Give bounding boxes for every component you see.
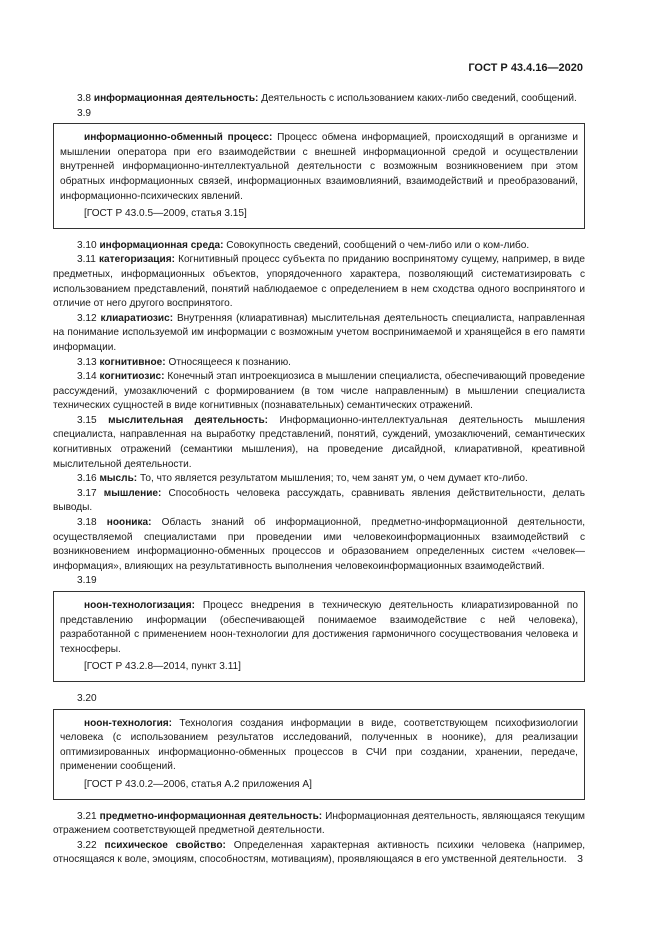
entry-number: 3.15 [77,414,97,426]
entry-number: 3.22 [77,839,97,851]
entry-number: 3.11 [77,254,96,266]
entry-definition: Способность человека рассуждать, сравнивать явления действительности, делать выводы. [53,487,585,514]
term-entry [53,839,585,868]
entry-number: 3.8 [77,93,92,104]
entry-term: психическое свойство: [104,839,226,851]
entry-term: когнитивное: [99,356,166,368]
entry-definition: Область знаний об информационной, предметно-информационной деятельности, осуществляемой специалистами при проведении ими человекоинформационных взаимодействий с возникновением информационно-обменных процессов и образованием определенных систем «человек—информация», влияющих на результативность выполнения человекоинформационных взаимодействий. [53,517,586,572]
term-entry [53,810,585,839]
entry-number: 3.20 [77,692,97,704]
entry-definition: Конечный этап интроекциозиса в мышлении специалиста, обеспечивающий проведение рассуждений, умозаключений с формированием (в том числе направленным) в мышлении специалиста технических сущностей в виде когнитивных (познавательных) семантических отражений. [53,371,586,412]
term-entry [53,516,585,574]
entry-number: 3.16 [77,473,97,485]
term-entry [53,312,585,356]
entry-definition: То, что является результатом мышления; то, чем занят ум, о чем думает кто-либо. [139,473,528,485]
source-reference: [ГОСТ Р 43.2.8—2014, пункт 3.11] [84,661,241,673]
entry-definition: Деятельность с использованием каких-либо сведений, сообщений. [261,93,577,104]
term-entry [53,487,585,516]
term-entry [53,370,585,414]
term-entry [60,599,578,657]
quoted-definition-box [53,123,585,229]
document-header: ГОСТ Р 43.4.16—2020 [468,62,583,74]
term-entry [60,131,578,204]
term-entry [53,239,585,254]
entry-term: нооника: [106,517,152,529]
term-entry [53,92,585,107]
term-entry [53,472,585,487]
document-body [53,92,585,868]
entry-definition: Когнитивный процесс субъекта по приданию воспринятому сущему, например, в виде предметных, информационных объектов, упорядоченного характера, позволяющий систематизировать с использованием представлений, понятий наблюдаемое с определением в нем сходства одного воспринятого и отличие от него другого воспринятого. [53,254,585,310]
quoted-definition-box [53,591,585,682]
entry-term: мышление: [103,487,162,499]
entry-term: когнитиозис: [99,371,165,383]
entry-term: мыслительная деятельность: [108,414,269,426]
entry-term: информационно-обменный процесс: [84,132,273,144]
entry-number: 3.21 [77,810,97,822]
entry-number: 3.13 [77,356,97,368]
entry-definition: Информационная деятельность, являющаяся текущим отражением соответствующей предметной деятельности. [53,810,585,837]
entry-definition: Совокупность сведений, сообщений о чем-либо или о ком-либо. [226,239,530,251]
entry-number: 3.14 [77,371,97,383]
entry-definition: Информационно-интеллектуальная деятельность мышления специалиста, направленная на выработку представлений, понятий, суждений, умозаключений, семантических когнитивных отражений (семантики мышления), на проведение дисайдной, клиаративной, креативной мыслительной деятельности. [53,414,586,470]
source-reference: [ГОСТ Р 43.0.5—2009, статья 3.15] [84,208,247,220]
quoted-definition-box [53,709,585,800]
entry-term: ноон-технология: [84,717,173,729]
entry-definition: Процесс внедрения в техническую деятельность клиаратизированной по представлению информации (обеспечивающей понимаемое взаимодействие с ней человека), разработанной с применением ноон-технологии для достижения гармоничного сосуществования человека и техносферы. [60,600,578,655]
entry-number: 3.19 [77,575,97,587]
entry-term: ноон-технологизация: [84,600,195,611]
entry-number: 3.17 [77,487,97,499]
entry-term: информационная среда: [99,239,224,251]
term-entry [53,253,585,311]
entry-definition: Относящееся к познанию. [168,356,291,368]
entry-term: предметно-информационная деятельность: [99,810,323,822]
entry-number: 3.10 [77,239,97,251]
entry-definition: Определенная характерная активность психики человека (например, относящаяся к воле, эмоциям, способностям, мотивациям), проявляющаяся в его умственной деятельности. [53,839,586,866]
term-entry [53,356,585,371]
page-number: 3 [577,853,583,865]
entry-term: информационная деятельность: [93,93,259,104]
entry-definition: Внутренняя (клиаративная) мыслительная деятельность специалиста, направленная на понимание используемой им информации с возможным учетом воспринимаемой и хранящейся в его памяти информации. [53,312,585,353]
term-entry [53,414,585,472]
entry-definition: Процесс обмена информацией, происходящий в организме и мышлении оператора при его взаимодействии с внешней информационной средой и осуществлении внутренней информационно-интеллектуальной деятельности с возможным возникновением при этом обратных информационных связей, информационных взаимовлияний, взаимодействий и преобразований, информационно-психических явлений. [60,132,578,202]
entry-term: мысль: [99,473,138,485]
entry-number: 3.18 [77,517,97,529]
entry-definition: Технология создания информации в виде, соответствующем психофизиологии человека (с использованием результатов исследований, полученных в ноонике), для реализации оптимизированных информационно-обменных процессов в СЧИ при создании, хранении, передаче, применении сообщений. [60,717,578,773]
entry-number: 3.12 [77,312,97,324]
entry-term: категоризация: [98,254,175,266]
source-reference: [ГОСТ Р 43.0.2—2006, статья А.2 приложения А] [84,778,312,790]
entry-number: 3.9 [77,107,92,119]
entry-term: клиаратиозис: [100,312,174,324]
term-entry [60,717,578,775]
